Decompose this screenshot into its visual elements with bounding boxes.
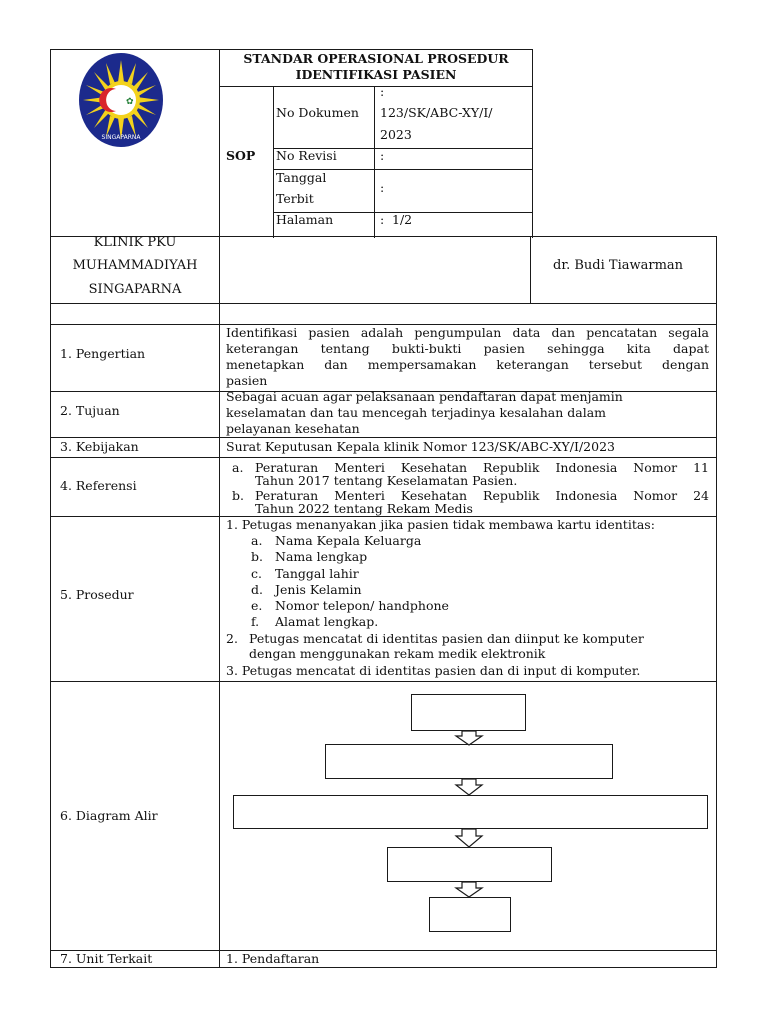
field-label-tanggal: Tanggal	[276, 170, 327, 185]
prosedur-step: dengan menggunakan rekam medik elektronik	[249, 646, 546, 661]
tujuan-line: keselamatan dan tau mencegah terjadinya kesalahan dalam	[226, 405, 607, 420]
section-label-referensi: 4. Referensi	[60, 478, 137, 493]
field-label-no-revisi: No Revisi	[276, 148, 337, 163]
field-colon: :	[380, 148, 385, 163]
referensi-item: Peraturan Menteri Kesehatan Republik Indonesia Nomor 24	[255, 488, 709, 503]
unit-text: 1. Pendaftaran	[226, 951, 320, 966]
pengertian-line: pasien	[226, 373, 268, 388]
section-label-tujuan: 2. Tujuan	[60, 403, 120, 418]
flow-arrow-icon	[456, 731, 482, 745]
field-colon: :	[380, 180, 385, 195]
field-label-halaman: Halaman	[276, 212, 334, 227]
section-label-diagram: 6. Diagram Alir	[60, 808, 158, 823]
clinic-name-line1: KLINIK PKU	[93, 235, 177, 250]
svg-text:✿: ✿	[126, 97, 134, 107]
flow-arrow-icon	[456, 829, 482, 847]
tujuan-line: Sebagai acuan agar pelaksanaan pendaftaran dapat menjamin	[226, 389, 623, 404]
logo-text: SINGAPARNA	[101, 134, 141, 141]
field-value-no-dokumen-year: 2023	[380, 127, 412, 142]
sop-title-line1: STANDAR OPERASIONAL PROSEDUR	[243, 51, 509, 66]
flow-arrow-icon	[456, 779, 482, 795]
field-colon: :	[380, 212, 385, 227]
prosedur-subitem-marker: f.	[251, 614, 260, 629]
sop-label: SOP	[226, 148, 256, 163]
flow-arrow-icon	[456, 882, 482, 897]
prosedur-subitem: Alamat lengkap.	[275, 614, 379, 629]
pengertian-line: keterangan tentang bukti-bukti pasien sehingga kita dapat	[226, 341, 709, 356]
referensi-item: Peraturan Menteri Kesehatan Republik Indonesia Nomor 11	[255, 460, 709, 475]
referensi-item: Tahun 2017 tentang Keselamatan Pasien.	[255, 473, 518, 488]
signatory-name: dr. Budi Tiawarman	[553, 258, 684, 273]
referensi-marker: a.	[232, 460, 244, 475]
kebijakan-text: Surat Keputusan Kepala klinik Nomor 123/SK/ABC-XY/I/2023	[226, 439, 615, 454]
field-value-halaman: 1/2	[392, 212, 413, 227]
prosedur-subitem-marker: c.	[251, 566, 262, 581]
field-value-no-dokumen: 123/SK/ABC-XY/I/	[380, 105, 493, 120]
section-label-pengertian: 1. Pengertian	[60, 346, 146, 361]
prosedur-step: 1. Petugas menanyakan jika pasien tidak membawa kartu identitas:	[226, 517, 655, 532]
prosedur-subitem-marker: a.	[251, 533, 263, 548]
section-label-kebijakan: 3. Kebijakan	[60, 439, 139, 454]
prosedur-step-marker: 2.	[226, 631, 238, 646]
clinic-name-line3: SINGAPARNA	[88, 282, 182, 297]
prosedur-subitem-marker: d.	[251, 582, 263, 597]
prosedur-subitem: Nomor telepon/ handphone	[275, 598, 449, 613]
prosedur-step: Petugas mencatat di identitas pasien dan diinput ke komputer	[249, 631, 644, 646]
field-label-terbit: Terbit	[276, 191, 314, 206]
prosedur-subitem-marker: b.	[251, 549, 263, 564]
prosedur-subitem: Nama Kepala Keluarga	[275, 533, 422, 548]
sop-title-line2: IDENTIFIKASI PASIEN	[295, 67, 457, 82]
section-label-prosedur: 5. Prosedur	[60, 587, 134, 602]
referensi-item: Tahun 2022 tentang Rekam Medis	[255, 501, 473, 516]
pengertian-line: menetapkan dan mempersamakan keterangan tersebut dengan	[226, 357, 709, 372]
field-label-no-dokumen: No Dokumen	[276, 105, 359, 120]
tujuan-line: pelayanan kesehatan	[226, 421, 360, 436]
prosedur-step: 3. Petugas mencatat di identitas pasien dan di input di komputer.	[226, 663, 641, 678]
referensi-marker: b.	[232, 488, 244, 503]
section-label-unit: 7. Unit Terkait	[60, 951, 153, 966]
prosedur-subitem: Jenis Kelamin	[275, 582, 362, 597]
prosedur-subitem: Tanggal lahir	[275, 566, 359, 581]
clinic-name-line2: MUHAMMADIYAH	[72, 258, 198, 273]
prosedur-subitem: Nama lengkap	[275, 549, 368, 564]
field-colon: :	[380, 84, 385, 99]
pengertian-line: Identifikasi pasien adalah pengumpulan data dan pencatatan segala	[226, 325, 709, 340]
prosedur-subitem-marker: e.	[251, 598, 263, 613]
